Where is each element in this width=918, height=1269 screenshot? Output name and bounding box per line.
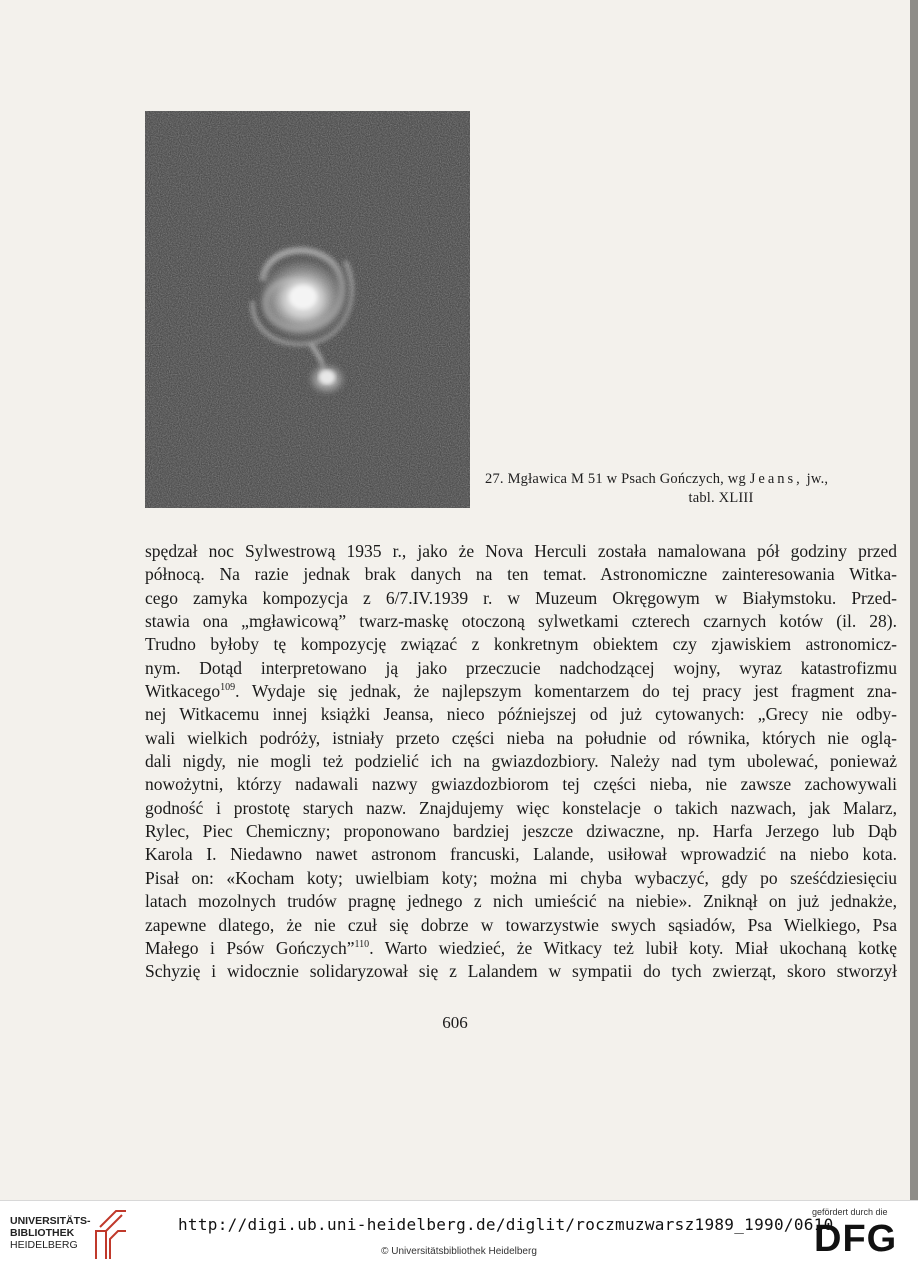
text-line: latach mozolnych trudów pragnę jednego z nich umieścić na niebie». Zniknął on już jednakże,	[145, 891, 897, 912]
text-line-rest: . Warto wiedzieć, że Witkacy też lubił koty. Miał ukochaną kotkę	[369, 937, 897, 958]
caption-line-1	[485, 470, 897, 489]
caption-author: Jeans,	[749, 471, 803, 487]
text-line-start: Małego i Psów Gończych”	[145, 937, 355, 958]
text-line: Karola I. Niedawno nawet astronom francuski, Lalande, usiłował wprowadzić na niebo kota.	[145, 844, 897, 865]
library-name-line: BIBLIOTHEK	[10, 1227, 75, 1239]
body-paragraph	[145, 540, 897, 984]
library-name-line: HEIDELBERG	[10, 1239, 78, 1251]
text-line: nym. Dotąd interpretowano ją jako przeczucie nadchodzącej wojny, wyraz katastrofizmu	[145, 657, 897, 678]
page-number: 606	[442, 1013, 468, 1032]
text-line: wali wielkich podróży, istniały przeto części nieba na południe od równika, których nie oglą-	[145, 727, 897, 748]
galaxy-photograph	[145, 111, 470, 508]
text-line: Schyzię i widocznie solidaryzował się z Lalandem w sympatii do tych zwierząt, skoro stworzył	[145, 961, 897, 982]
page-url-link[interactable]: http://digi.ub.uni-heidelberg.de/diglit/roczmuzwarsz1989_1990/0610	[178, 1215, 834, 1234]
footnote-ref[interactable]: 109	[220, 682, 236, 694]
text-line: Rylec, Piec Chemiczny; proponowano bardziej jeszcze dziwaczne, np. Harfa Jerzego lub Dąb	[145, 821, 897, 842]
text-line	[145, 937, 897, 960]
viewer-footer	[0, 1200, 918, 1269]
text-line: dali nigdy, nie mogli też podzielić ich na gwiazdozbiory. Należy nad tym ubolewać, ponieważ	[145, 751, 897, 772]
copyright-notice: © Universitätsbibliothek Heidelberg	[381, 1246, 537, 1257]
funding-note: gefördert durch die	[812, 1207, 888, 1217]
caption-line-2: tabl. XLIII	[688, 490, 754, 506]
caption-text: Mgławica M 51 w Psach Gończych, wg	[507, 471, 746, 487]
dfg-logo: DFG	[814, 1218, 898, 1260]
inline-word: Witkacego	[145, 681, 221, 702]
text-line: północą. Na razie jednak brak danych na ten temat. Astronomiczne zainteresowania Witka-	[145, 564, 897, 585]
text-line: Trudno byłoby tę kompozycję związać z konkretnym obiektem czy zjawiskiem astronomicz-	[145, 634, 897, 655]
text-line: Witkacego$^{109}$. Wydaje się jednak, że najlepszym komentarzem do tej pracy jest fragment zna-	[145, 681, 897, 702]
page-edge	[910, 0, 918, 1200]
footnote-ref[interactable]: 110	[354, 938, 370, 950]
text-line: godność i prostotę starych nazw. Znajdujemy więc konstelacje o takich nazwach, jak Malarz,	[145, 797, 897, 818]
caption-suffix: jw.,	[806, 471, 829, 487]
text-line: zapewne dlatego, że nie czuł się dobrze w towarzystwie swych sąsiadów, Psa Wielkiego, Psa	[145, 914, 897, 935]
text-line: spędzał noc Sylwestrową 1935 r., jako że Nova Herculi została namalowana pół godziny przed	[145, 541, 897, 561]
text-line-rest: Wydaje się jednak, że najlepszym komentarzem do tej pracy jest fragment zna-	[251, 681, 897, 702]
text-line: cego zamyka kompozycja z 6/7.IV.1939 r. w Muzeum Okręgowym w Białymstoku. Przed-	[145, 587, 897, 608]
library-name-line: UNIVERSITÄTS-	[10, 1215, 91, 1227]
text-line: nej Witkacemu innej książki Jeansa, nieco późniejszej od już cytowanych: „Grecy nie odby-	[145, 704, 897, 725]
text-line: stawia ona „mgławicową” twarz-maskę otoczoną sylwetkami czterech czarnych kotów (il. 28).	[145, 611, 897, 632]
caption-number: 27.	[485, 471, 504, 487]
text-line: nowożytni, którzy nadawali nazwy gwiazdozbiorom tej części nieba, nie zawsze zachowywali	[145, 774, 897, 795]
figure-caption	[485, 470, 897, 508]
text-line: Pisał on: «Kocham koty; uwielbiam koty; można mi chyba wybaczyć, gdy po sześćdziesięciu	[145, 867, 897, 888]
